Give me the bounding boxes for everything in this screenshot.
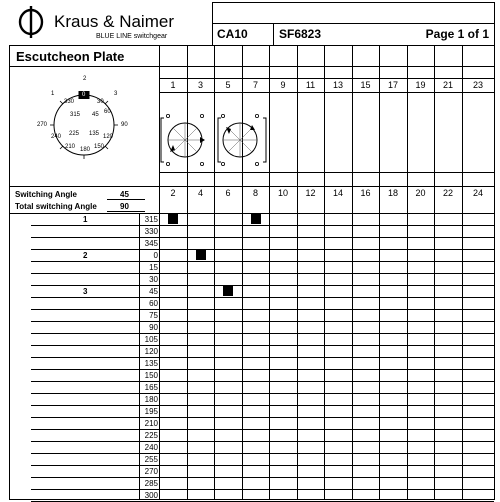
position-angle: 195 (144, 407, 158, 416)
position-label: 1 (83, 215, 88, 224)
contact-top-21: 21 (442, 80, 453, 90)
position-angle: 345 (144, 239, 158, 248)
dial-pos-30: 30 (97, 99, 104, 105)
position-angle: 0 (153, 251, 158, 260)
contact-diagram (160, 112, 270, 172)
position-angle: 225 (144, 431, 158, 440)
escutcheon-dial (34, 75, 134, 175)
brand-name: Kraus & Naimer (54, 12, 174, 31)
dial-pos-60: 60 (104, 109, 111, 115)
contact-bottom-10: 10 (277, 188, 288, 198)
position-angle: 270 (144, 467, 158, 476)
page-indicator: Page 1 of 1 (425, 27, 489, 41)
contact-bottom-24: 24 (472, 188, 483, 198)
closed-contact-mark (251, 214, 261, 224)
contact-bottom-14: 14 (332, 188, 343, 198)
contact-bottom-20: 20 (415, 188, 426, 198)
contact-top-3: 3 (197, 80, 203, 90)
position-angle: 240 (144, 443, 158, 452)
position-angle: 30 (149, 275, 158, 284)
position-angle: 330 (144, 227, 158, 236)
dial-pos-0: 0 (82, 92, 86, 98)
contact-bottom-6: 6 (225, 188, 231, 198)
position-angle: 90 (149, 323, 158, 332)
plate-title: Escutcheon Plate (16, 49, 125, 64)
contact-top-17: 17 (387, 80, 398, 90)
position-angle: 255 (144, 455, 158, 464)
position-label: 2 (83, 251, 88, 260)
contact-top-1: 1 (170, 80, 176, 90)
dial-pos-180: 180 (80, 147, 91, 153)
closed-contact-mark (223, 286, 233, 296)
contact-top-5: 5 (225, 80, 231, 90)
contact-bottom-8: 8 (252, 188, 258, 198)
dial-pos-315: 315 (70, 112, 81, 118)
dial-pos-2: 2 (83, 76, 87, 82)
position-angle: 300 (144, 491, 158, 500)
position-angle: 150 (144, 371, 158, 380)
contact-top-23: 23 (472, 80, 483, 90)
brand-logo (16, 4, 206, 40)
position-angle: 210 (144, 419, 158, 428)
contact-top-13: 13 (332, 80, 343, 90)
position-angle: 135 (144, 359, 158, 368)
dial-pos-90: 90 (121, 122, 128, 128)
dial-pos-240: 240 (51, 134, 62, 140)
dial-pos-210: 210 (65, 144, 76, 150)
phi-logo-icon (16, 4, 46, 40)
position-angle: 45 (149, 287, 158, 296)
dial-pos-135: 135 (89, 131, 100, 137)
dial-pos-270: 270 (37, 122, 48, 128)
position-angle: 180 (144, 395, 158, 404)
position-label: 3 (83, 287, 88, 296)
position-angle: 165 (144, 383, 158, 392)
total-switching-angle-label: Total switching Angle (15, 202, 97, 211)
contact-top-15: 15 (360, 80, 371, 90)
contact-bottom-2: 2 (170, 188, 176, 198)
dial-pos-3: 3 (114, 91, 118, 97)
contact-top-7: 7 (252, 80, 258, 90)
contact-bottom-12: 12 (305, 188, 316, 198)
contact-bottom-22: 22 (442, 188, 453, 198)
total-switching-angle-value: 90 (120, 202, 129, 211)
dial-pos-330: 330 (64, 99, 75, 105)
series-code: CA10 (217, 27, 248, 41)
position-angle: 105 (144, 335, 158, 344)
contact-top-9: 9 (280, 80, 286, 90)
position-angle: 15 (149, 263, 158, 272)
closed-contact-mark (168, 214, 178, 224)
contact-bottom-4: 4 (197, 188, 203, 198)
drawing-code: SF6823 (279, 27, 322, 41)
position-angle: 285 (144, 479, 158, 488)
dial-pos-120: 120 (103, 134, 114, 140)
brand-tagline: BLUE LINE switchgear (96, 33, 168, 40)
switching-angle-label: Switching Angle (15, 190, 77, 199)
position-angle: 75 (149, 311, 158, 320)
contact-top-19: 19 (415, 80, 426, 90)
contact-bottom-16: 16 (360, 188, 371, 198)
position-angle: 120 (144, 347, 158, 356)
dial-pos-225: 225 (69, 131, 80, 137)
dial-pos-150: 150 (94, 144, 105, 150)
position-angle: 315 (144, 215, 158, 224)
contact-top-11: 11 (305, 80, 316, 90)
closed-contact-mark (196, 250, 206, 260)
dial-pos-45: 45 (92, 112, 99, 118)
switching-angle-value: 45 (120, 190, 129, 199)
dial-pos-1: 1 (51, 91, 55, 97)
position-angle: 60 (149, 299, 158, 308)
contact-bottom-18: 18 (387, 188, 398, 198)
